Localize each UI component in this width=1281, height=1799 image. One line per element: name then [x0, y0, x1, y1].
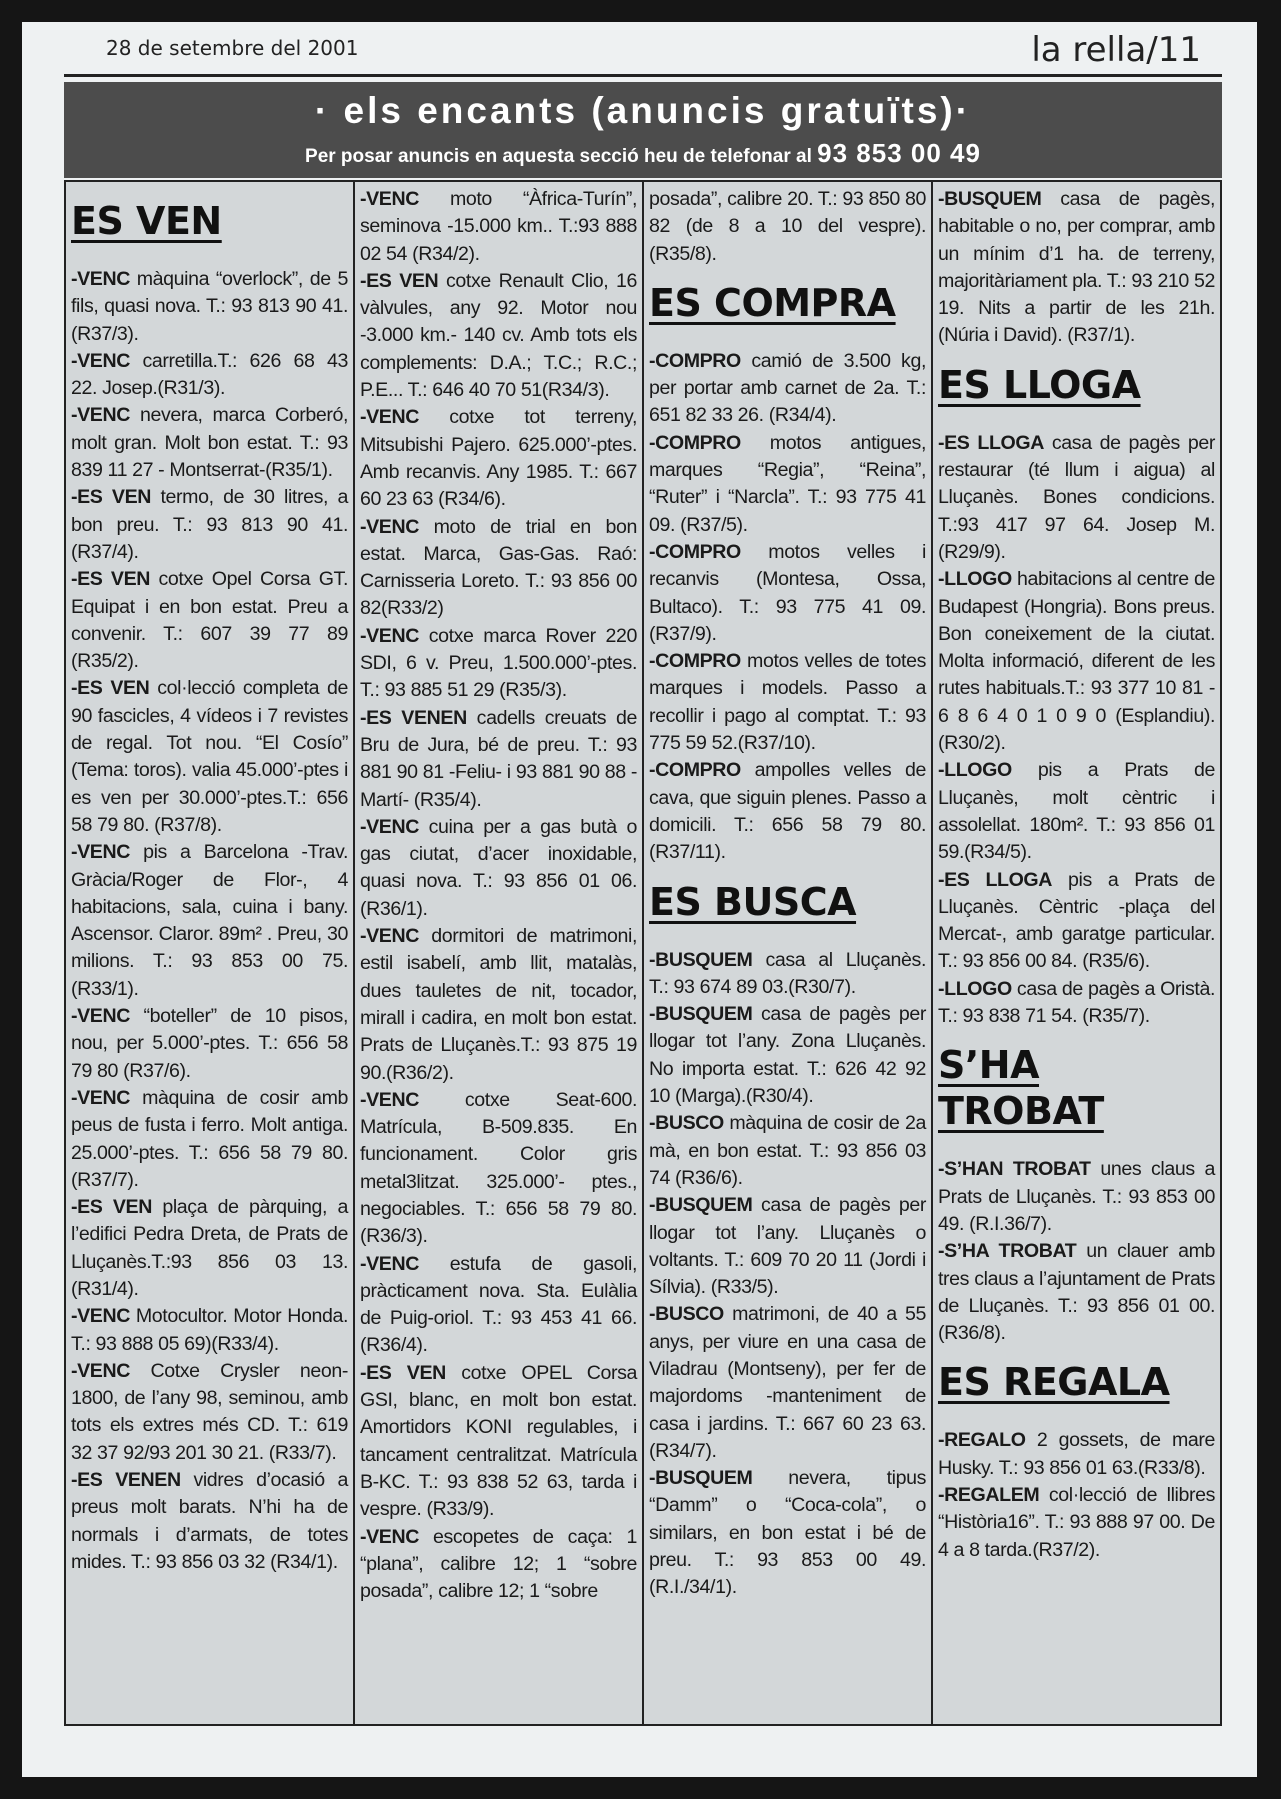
classified-ad	[71, 266, 348, 348]
classified-ad	[71, 1303, 348, 1358]
ad-keyword: -LLOGO	[938, 568, 1012, 591]
classifieds-grid	[64, 180, 1222, 1726]
ad-text: pis a Prats de Lluçanès, molt cèntric i assolellat. 180m². T.: 93 856 01 59.(R34/5).	[938, 759, 1215, 864]
ad-text: cotxe Seat-600. Matrícula, B-509.835. En funcionament. Color gris metal3litzat. 325.000’- ptes., negociables. T.: 656 58 79 80.(R36/3).	[360, 1088, 637, 1248]
ad-text: camió de 3.500 kg, per portar amb carnet de 2a. T.: 651 82 33 26. (R34/4).	[649, 349, 926, 427]
ad-text: motos velles i recanvis (Montesa, Ossa, Bultaco). T.: 93 775 41 09.(R37/9).	[649, 540, 926, 645]
section-heading: S’HA TROBAT	[938, 1043, 1104, 1134]
classified-ad	[938, 867, 1215, 976]
classified-ad	[649, 1192, 926, 1301]
classified-ad	[938, 1156, 1215, 1238]
classified-ad	[649, 648, 926, 757]
ad-keyword: -ES VENEN	[71, 1469, 181, 1492]
ad-text: dormitori de matrimoni, estil isabelí, amb llit, matalàs, dues tauletes de nit, tocador, mirall i cadira, en molt bon estat. Prats de Lluçanès.T.: 93 875 19 90.(R36/2).	[360, 925, 637, 1084]
classified-ad	[360, 1087, 637, 1251]
classified-ad	[360, 186, 637, 268]
ad-keyword: -REGALO	[938, 1429, 1026, 1452]
ad-text: màquina de cosir de 2a mà, en bon estat. T.: 93 856 03 74 (R36/6).	[649, 1112, 926, 1189]
section-heading: ES LLOGA	[938, 362, 1141, 407]
classified-ad	[938, 757, 1215, 866]
ad-keyword: -BUSQUEM	[649, 948, 753, 971]
ad-keyword: -BUSCO	[649, 1112, 724, 1135]
classified-ad	[649, 1301, 926, 1465]
ad-keyword: -VENC	[360, 188, 419, 210]
ad-keyword: -ES VEN	[71, 1196, 152, 1219]
banner-title: · els encants (anuncis gratuïts)·	[314, 90, 972, 131]
ad-keyword: -VENC	[71, 1359, 130, 1382]
ad-keyword: -BUSCO	[649, 1303, 724, 1326]
ad-text: cotxe tot terreny, Mitsubishi Pajero. 625.000’-ptes. Amb recanvis. Any 1985. T.: 667 60 23 63 (R34/6).	[360, 406, 637, 511]
classified-ad	[649, 430, 926, 539]
classified-ad	[649, 186, 926, 268]
banner-subtitle	[64, 138, 1222, 169]
classified-ad	[938, 430, 1215, 566]
ad-keyword: -VENC	[71, 349, 130, 372]
ad-text: unes claus a Prats de Lluçanès. T.: 93 853 00 49. (R.I.36/7).	[938, 1158, 1216, 1235]
ad-text: habitacions al centre de Budapest (Hongria). Bons preus. Bon coneixement de la ciutat. Molta informació, diferent de les rutes habituals.T.: 93 377 10 81 - 6 8 6 4 0 1 0 9 0 (Esplandiu).(R30/2).	[938, 568, 1215, 755]
ad-keyword: -VENC	[71, 268, 130, 290]
ad-text: “boteller” de 10 pisos, nou, per 5.000’-ptes. T.: 656 58 79 80 (R37/6).	[71, 1005, 348, 1082]
section-heading: ES COMPRA	[649, 280, 896, 325]
ad-text: casa de pagès per llogar tot l’any. Lluçanès o voltants. T.: 609 70 20 11 (Jordi i Sílvia). (R33/5).	[649, 1194, 926, 1299]
ad-text: pis a Prats de Lluçanès. Cèntric -plaça del Mercat-, amb garatge particular. T.: 93 856 00 84. (R35/6).	[938, 868, 1215, 973]
ad-keyword: -ES VEN	[71, 677, 150, 700]
ad-keyword: -ES LLOGA	[938, 868, 1053, 891]
classified-ad	[938, 186, 1215, 350]
classified-ad	[71, 566, 348, 675]
ad-text: nevera, marca Corberó, molt gran. Molt bon estat. T.: 93 839 11 27 - Montserrat-(R35/1).	[71, 404, 348, 482]
section-heading: ES BUSCA	[649, 879, 857, 924]
ad-text: nevera, tipus “Damm” o “Coca-cola”, o similars, en bon estat i bé de preu. T.: 93 853 00 49. (R.I./34/1).	[649, 1467, 926, 1599]
classified-ad	[938, 1238, 1215, 1347]
ad-keyword: -VENC	[360, 1252, 419, 1275]
ad-keyword: -BUSQUEM	[938, 188, 1042, 210]
ad-text: motos velles de totes marques i models. Passo a recollir i pago al comptat. T.: 93 775 59 52.(R37/10).	[649, 650, 926, 755]
ad-text: cotxe Opel Corsa GT. Equipat i en bon estat. Preu a convenir. T.: 607 39 77 89 (R35/2).	[71, 568, 348, 673]
ad-keyword: -VENC	[71, 1305, 130, 1328]
ad-keyword: -VENC	[360, 1525, 419, 1548]
classified-ad	[360, 1360, 637, 1524]
ad-text: pis a Barcelona -Trav. Gràcia/Roger de Flor-, 4 habitacions, sala, cuina i bany. Ascensor. Claror. 89m² . Preu, 30 milions. T.: 93 853 00 75. (R33/1).	[71, 841, 348, 1000]
ad-keyword: -BUSQUEM	[649, 1467, 753, 1490]
ad-keyword: -BUSQUEM	[649, 1194, 753, 1217]
ad-text: moto “Àfrica-Turín”, seminova -15.000 km.. T.:93 888 02 54 (R34/2).	[360, 188, 637, 265]
ad-text: motos antigues, marques “Regia”, “Reina”, “Ruter” i “Narcla”. T.: 93 775 41 09. (R37/5).	[649, 431, 926, 536]
ad-keyword: -COMPRO	[649, 650, 741, 673]
ad-text: casa al Lluçanès. T.: 93 674 89 03.(R30/7).	[649, 948, 926, 998]
ad-text: moto de trial en bon estat. Marca, Gas-Gas. Raó: Carnisseria Loreto. T.: 93 856 00 82(R33/2)	[360, 515, 637, 620]
header-rule	[64, 74, 1222, 77]
ad-text: cadells creuats de Bru de Jura, bé de preu. T.: 93 881 90 81 -Feliu- i 93 881 90 88 -Martí- (R35/4).	[360, 706, 638, 811]
ad-text: matrimoni, de 40 a 55 anys, per viure en una casa de Viladrau (Montseny), per fer de majordoms -manteniment de casa i jardins. T.: 667 60 23 63. (R34/7).	[649, 1303, 926, 1462]
ad-keyword: -COMPRO	[649, 540, 741, 563]
ad-keyword: -BUSQUEM	[649, 1003, 753, 1026]
ad-text: casa de pagès per restaurar (té llum i aigua) al Lluçanès. Bones condicions. T.:93 417 97 64. Josep M.(R29/9).	[938, 431, 1215, 563]
ad-keyword: -VENC	[360, 624, 419, 647]
ad-keyword: -ES LLOGA	[938, 431, 1044, 454]
ad-keyword: -VENC	[360, 925, 419, 948]
banner-phone: 93 853 00 49	[817, 138, 981, 168]
ad-keyword: -S’HA TROBAT	[938, 1240, 1077, 1263]
classified-ad	[938, 976, 1215, 1031]
ad-text: cotxe marca Rover 220 SDI, 6 v. Preu, 1.500.000’-ptes. T.: 93 885 51 29 (R35/3).	[360, 624, 637, 702]
column-1	[66, 182, 355, 1724]
ad-text: casa de pagès, habitable o no, per comprar, amb un mínim d’1 ha. de terreny, majoritàriament pla. T.: 93 210 52 19. Nits a partir de les 21h. (Núria i David). (R37/1).	[938, 188, 1215, 347]
ad-keyword: -VENC	[360, 406, 419, 429]
classified-ad	[71, 484, 348, 566]
ad-keyword: -VENC	[360, 1088, 419, 1111]
ad-text: Motocultor. Motor Honda. T.: 93 888 05 69)(R33/4).	[71, 1305, 348, 1355]
ad-keyword: -VENC	[71, 1005, 130, 1028]
ad-keyword: -VENC	[71, 404, 130, 427]
classified-ad	[649, 757, 926, 866]
ad-keyword: -COMPRO	[649, 759, 741, 782]
classified-ad	[71, 1467, 348, 1576]
ad-keyword: -LLOGO	[938, 977, 1012, 1000]
ad-keyword: -VENC	[360, 815, 419, 838]
classified-ad	[71, 1085, 348, 1194]
classified-ad	[938, 566, 1215, 757]
publication-title: la rella/11	[1031, 30, 1201, 70]
ad-keyword: -VENC	[71, 841, 130, 864]
classified-ad	[360, 1251, 637, 1360]
ad-text: 2 gossets, de mare Husky. T.: 93 856 01 63.(R33/8).	[938, 1429, 1215, 1479]
ad-text: cotxe Renault Clio, 16 vàlvules, any 92. Motor nou -3.000 km.- 140 cv. Amb tots els complements: D.A.; T.C.; R.C.; P.E... T.: 646 40 70 51(R34/3).	[360, 269, 637, 402]
ad-keyword: -LLOGO	[938, 759, 1012, 782]
classified-ad	[71, 1003, 348, 1085]
ad-text: màquina “overlock”, de 5 fils, quasi nova. T.: 93 813 90 41. (R37/3).	[71, 268, 348, 345]
classified-ad	[360, 623, 637, 705]
classified-ad	[360, 923, 637, 1087]
classified-ad	[649, 1110, 926, 1192]
classified-ad	[649, 947, 926, 1002]
classified-ad	[71, 348, 348, 403]
ad-keyword: -VENC	[360, 515, 419, 538]
classified-ad	[360, 514, 637, 623]
ad-text: col·lecció completa de 90 fascicles, 4 vídeos i 7 revistes de regal. Tot nou. “El Cosío” (Tema: toros). valia 45.000’-ptes i es ven per 30.000’-ptes.T.: 656 58 79 80. (R37/8).	[71, 677, 348, 836]
ad-text: cuina per a gas butà o gas ciutat, d’acer inoxidable, quasi nova. T.: 93 856 01 06. (R36/1).	[360, 815, 637, 920]
newspaper-page	[22, 22, 1257, 1777]
ad-text: casa de pagès per llogar tot l’any. Zona Lluçanès. No importa estat. T.: 626 42 92 10 (Marga).(R30/4).	[649, 1003, 926, 1108]
ad-text: ampolles velles de cava, que siguin plenes. Passo a domicili. T.: 656 58 79 80. (R37/11).	[649, 759, 926, 864]
ad-text: un clauer amb tres claus a l’ajuntament de Prats de Lluçanès. T.: 93 856 01 00. (R36/8).	[938, 1240, 1215, 1345]
section-banner	[64, 82, 1222, 178]
classified-ad	[71, 1358, 348, 1467]
ad-keyword: -COMPRO	[649, 431, 741, 454]
classified-ad	[71, 839, 348, 1003]
classified-ad	[649, 1465, 926, 1601]
ad-text: màquina de cosir amb peus de fusta i ferro. Molt antiga. 25.000’-ptes. T.: 656 58 79 80. (R37/7).	[71, 1086, 348, 1191]
ad-text: posada”, calibre 20. T.: 93 850 80 82 (de 8 a 10 del vespre). (R35/8).	[649, 188, 926, 265]
classified-ad	[649, 348, 926, 430]
classified-ad	[360, 814, 637, 923]
ad-keyword: -S’HAN TROBAT	[938, 1158, 1091, 1181]
ad-text: casa de pagès a Oristà. T.: 93 838 71 54. (R35/7).	[938, 977, 1215, 1028]
ad-text: col·lecció de llibres “Història16”. T.: 93 888 97 00. De 4 a 8 tarda.(R37/2).	[938, 1483, 1215, 1561]
classified-ad	[938, 1427, 1215, 1482]
ad-keyword: -ES VEN	[360, 269, 439, 292]
classified-ad	[71, 1194, 348, 1303]
classified-ad	[360, 1524, 637, 1606]
classified-ad	[360, 268, 637, 404]
ad-text: vidres d’ocasió a preus molt barats. N’hi ha de normals i d’armats, de totes mides. T.: 93 856 03 32 (R34/1).	[71, 1469, 348, 1573]
column-3	[644, 182, 933, 1724]
classified-ad	[71, 675, 348, 839]
classified-ad	[360, 404, 637, 513]
ad-text: termo, de 30 litres, a bon preu. T.: 93 813 90 41. (R37/4).	[71, 486, 348, 563]
classified-ad	[938, 1482, 1215, 1564]
classified-ad	[649, 539, 926, 648]
ad-keyword: -VENC	[71, 1086, 130, 1109]
ad-keyword: -ES VEN	[71, 568, 151, 591]
section-heading: ES REGALA	[938, 1360, 1170, 1405]
ad-text: plaça de pàrquing, a l’edifici Pedra Dreta, de Prats de Lluçanès.T.:93 856 03 13.(R31/4).	[71, 1196, 348, 1300]
ad-keyword: -COMPRO	[649, 349, 741, 372]
ad-text: estufa de gasoli, pràcticament nova. Sta. Eulàlia de Puig-oriol. T.: 93 453 41 66. (R36/4).	[360, 1252, 637, 1357]
classified-ad	[649, 1001, 926, 1110]
ad-text: Cotxe Crysler neon-1800, de l’any 98, seminou, amb tots els extres més CD. T.: 619 32 37 92/93 201 30 21. (R33/7).	[71, 1359, 348, 1464]
ad-keyword: -ES VEN	[71, 486, 152, 509]
ad-keyword: -REGALEM	[938, 1483, 1040, 1506]
ad-keyword: -ES VENEN	[360, 706, 467, 729]
ad-text: carretilla.T.: 626 68 43 22. Josep.(R31/3).	[71, 349, 348, 400]
classified-ad	[360, 705, 637, 814]
issue-date: 28 de setembre del 2001	[106, 36, 359, 60]
banner-subtitle-text: Per posar anuncis en aquesta secció heu de telefonar al	[305, 146, 818, 167]
ad-text: escopetes de caça: 1 “plana”, calibre 12; 1 “sobre posada”, calibre 12; 1 “sobre	[360, 1525, 637, 1603]
column-4	[933, 182, 1220, 1724]
column-2	[355, 182, 644, 1724]
section-heading: ES VEN	[71, 199, 222, 243]
classified-ad	[71, 402, 348, 484]
ad-keyword: -ES VEN	[360, 1361, 446, 1384]
ad-text: cotxe OPEL Corsa GSI, blanc, en molt bon estat. Amortidors KONI regulables, i tancament centralitzat. Matrícula B-KC. T.: 93 838 52 63, tarda i vespre. (R33/9).	[360, 1361, 637, 1521]
